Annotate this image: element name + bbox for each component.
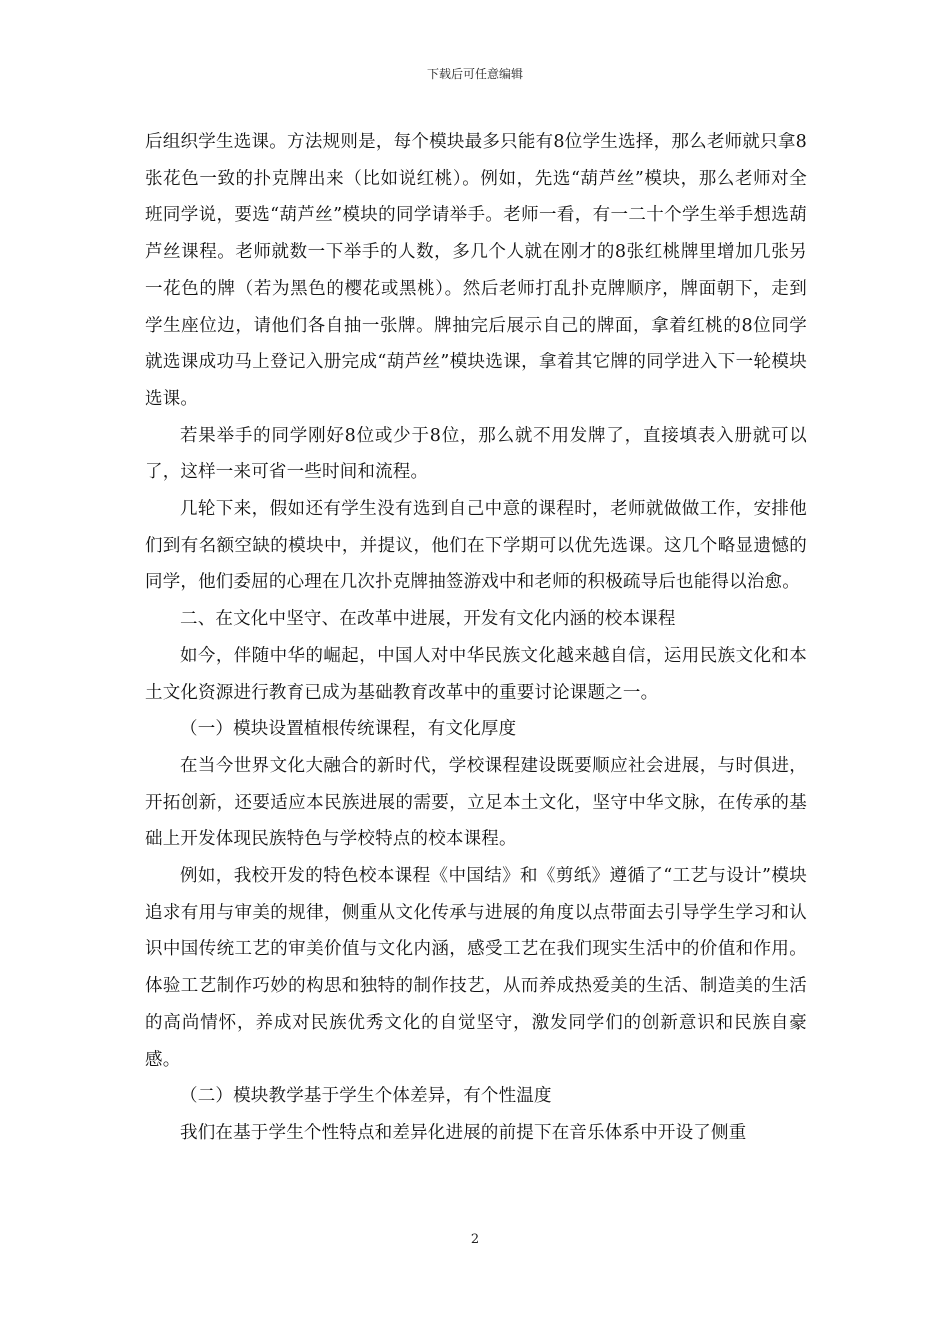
paragraph-eight-or-fewer: 若果举手的同学刚好8位或少于8位，那么就不用发牌了，直接填表入册就可以了，这样一来可省一些时间和流程。 — [145, 425, 807, 483]
subheading-individual-differences: （二）模块教学基于学生个体差异，有个性温度 — [180, 1086, 552, 1107]
paragraph-craft-example: 例如，我校开发的特色校本课程《中国结》和《剪纸》遵循了“工艺与设计”模块追求有用与审美的规律，侧重从文化传承与进展的角度以点带面去引导学生学习和认识中国传统工艺的审美价值与文化内涵，感受工艺在我们现实生活中的价值和作用。体验工艺制作巧妙的构思和独特的制作技艺，从而养成热爱美的生活、制造美的生活的高尚情怀，养成对民族优秀文化的自觉坚守，激发同学们的创新意识和民族自豪感。 — [145, 866, 807, 1070]
paragraph-new-era: 在当今世界文化大融合的新时代，学校课程建设既要顺应社会进展，与时俱进，开拓创新，还要适应本民族进展的需要，立足本土文化，坚守中华文脉，在传承的基础上开发体现民族特色与学校特点的校本课程。 — [145, 755, 807, 850]
page-number: 2 — [470, 1232, 480, 1247]
paragraph-national-culture: 如今，伴随中华的崛起，中国人对中华民族文化越来越自信，运用民族文化和本土文化资源进行教育已成为基础教育改革中的重要讨论课题之一。 — [145, 645, 807, 703]
page-header: 下载后可任意编辑 — [426, 67, 523, 81]
paragraph-card-selection-method: 后组织学生选课。方法规则是，每个模块最多只能有8位学生选择，那么老师就只拿8张花色一致的扑克牌出来（比如说红桃）。例如，先选“葫芦丝”模块，那么老师对全班同学说，要选“葫芦丝”模块的同学请举手。老师一看，有一二十个学生举手想选葫芦丝课程。老师就数一下举手的人数，多几个人就在刚才的8张红桃牌里增加几张另一花色的牌（若为黑色的樱花或黑桃）。然后老师打乱扑克牌顺序，牌面朝下，走到学生座位边，请他们各自抽一张牌。牌抽完后展示自己的牌面，拿着红桃的8位同学就选课成功马上登记入册完成“葫芦丝”模块选课，拿着其它牌的同学进入下一轮模块选课。 — [145, 132, 807, 409]
subheading-traditional-curriculum: （一）模块设置植根传统课程，有文化厚度 — [180, 719, 517, 740]
paragraph-remaining-students: 几轮下来，假如还有学生没有选到自己中意的课程时，老师就做做工作，安排他们到有名额空缺的模块中，并提议，他们在下学期可以优先选课。这几个略显遗憾的同学，他们委屈的心理在几次扑克牌抽签游戏中和老师的积极疏导后也能得以治愈。 — [145, 499, 807, 593]
document-body — [145, 124, 807, 1152]
paragraph-music-system: 我们在基于学生个性特点和差异化进展的前提下在音乐体系中开设了侧重 — [180, 1122, 747, 1143]
section-heading-culture: 二、在文化中坚守、在改革中进展，开发有文化内涵的校本课程 — [180, 609, 676, 630]
